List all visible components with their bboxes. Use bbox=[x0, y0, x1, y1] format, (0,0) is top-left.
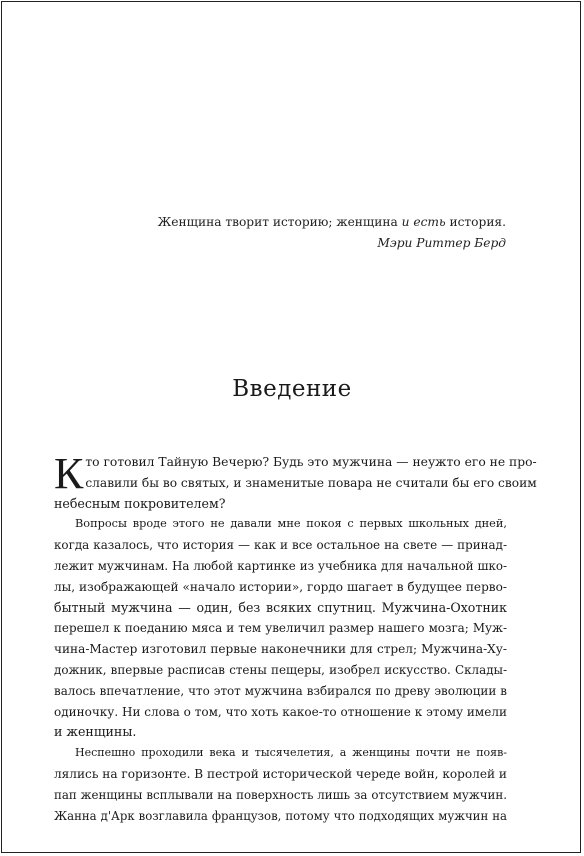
epigraph bbox=[150, 212, 506, 254]
epigraph-quote-text-1: Женщина творит историю; женщина bbox=[157, 215, 402, 229]
body-text bbox=[54, 449, 537, 826]
paragraph-line: дожник, впервые расписав стены пещеры, изобрел искусство. Склады- bbox=[54, 662, 507, 677]
paragraph-line: перешел к поеданию мяса и тем увеличил размер нашего мозга; Муж- bbox=[54, 621, 507, 636]
paragraph-line: лежит мужчинам. На любой картинке из учебника для начальной шко- bbox=[54, 558, 507, 573]
paragraph-line: чина-Мастер изготовил первые наконечники для стрел; Мужчина-Ху- bbox=[54, 642, 507, 657]
paragraph-line: небесным покровителем? bbox=[54, 495, 226, 511]
epigraph-quote bbox=[150, 212, 506, 233]
paragraph-line: пап женщины всплывали на поверхность лишь за отсутствием мужчин. bbox=[54, 787, 507, 802]
paragraph-line: лялись на горизонте. В пестрой исторической череде войн, королей и bbox=[54, 766, 507, 781]
paragraph-3 bbox=[54, 743, 507, 826]
paragraph-line: Неспешно проходили века и тысячелетия, а женщины почти не появ- bbox=[75, 746, 507, 760]
epigraph-quote-italic: и есть bbox=[401, 215, 446, 229]
paragraph-line: одиночку. Ни слова о том, что хоть какое-то отношение к этому имели bbox=[54, 704, 507, 719]
epigraph-author: Мэри Риттер Берд bbox=[377, 236, 506, 250]
paragraph-line: Вопросы вроде этого не давали мне покоя с первых школьных дней, bbox=[75, 517, 507, 531]
chapter-title: Введение bbox=[232, 376, 352, 402]
paragraph-1 bbox=[54, 449, 537, 514]
paragraph-line: Жанна д'Арк возглавила французов, потому что подходящих мужчин на bbox=[54, 808, 507, 823]
drop-cap: К bbox=[54, 449, 84, 498]
paragraph-line: валось впечатление, что этот мужчина взбирался по древу эволюции в bbox=[54, 683, 507, 698]
paragraph-line: лы, изображающей «начало истории», гордо шагает в будущее перво- bbox=[54, 579, 507, 594]
paragraph-line: то готовил Тайную Вечерю? Будь это мужчина — неужто его не про- bbox=[85, 455, 537, 469]
paragraph-2 bbox=[54, 514, 507, 743]
paragraph-line: когда казалось, что история — как и все остальное на свете — принад- bbox=[54, 538, 507, 553]
paragraph-line: славили бы во святых, и знаменитые повара не считали бы его своим bbox=[85, 475, 537, 490]
paragraph-line: и женщины. bbox=[54, 724, 137, 740]
paragraph-line: бытный мужчина — один, без всяких спутниц. Мужчина-Охотник bbox=[54, 599, 507, 615]
epigraph-quote-text-2: история. bbox=[445, 215, 506, 229]
